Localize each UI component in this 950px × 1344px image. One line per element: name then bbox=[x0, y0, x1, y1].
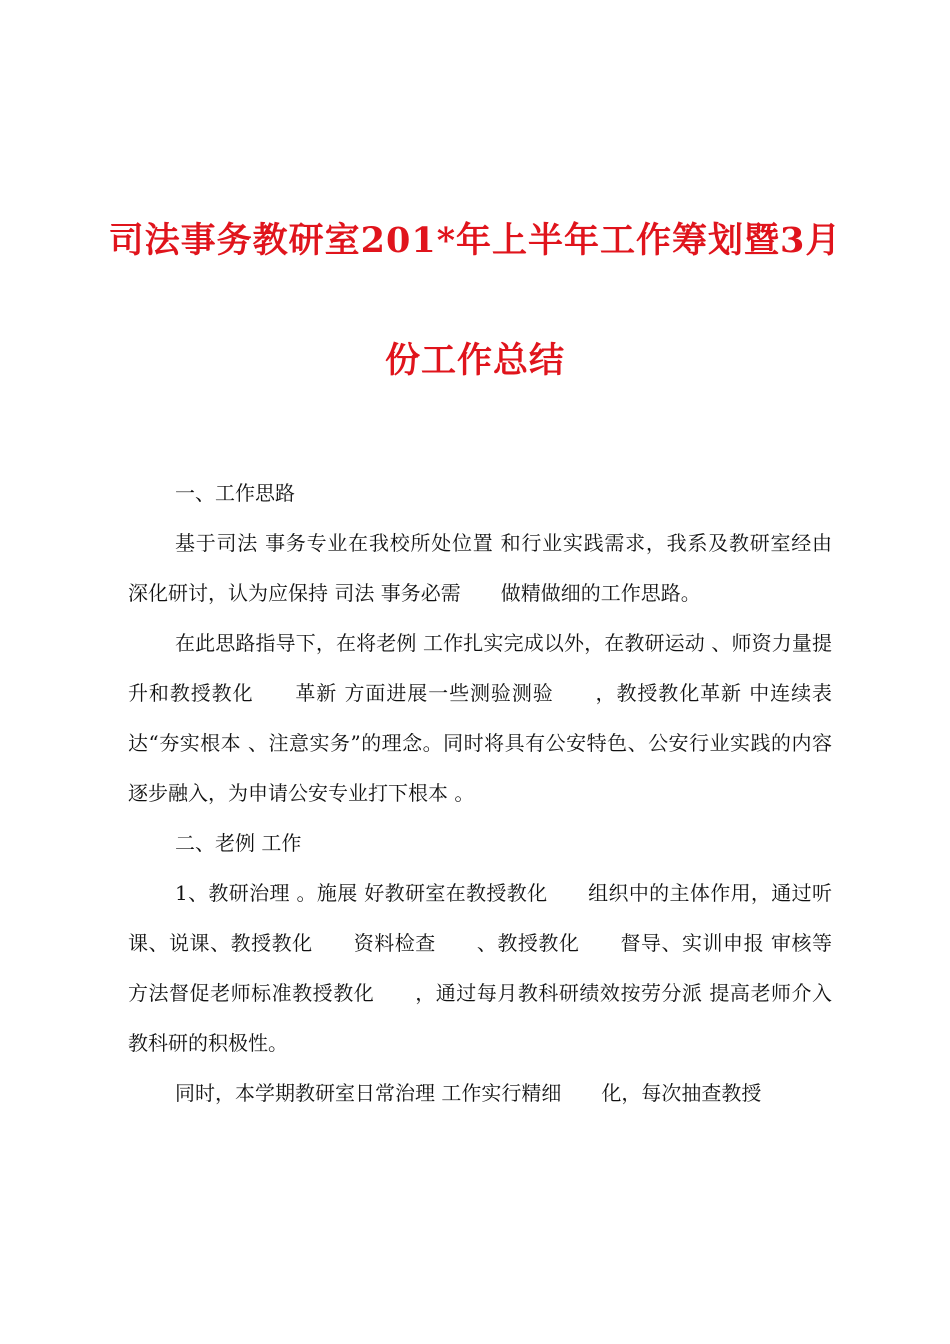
section-heading-work-approach: 一、工作思路 bbox=[175, 481, 295, 505]
document-title-line-2: 份工作总结 bbox=[384, 340, 565, 381]
document-body bbox=[128, 468, 832, 1118]
paragraph-routine-2: 同时，本学期教研室日常治理 工作实行精细 化，每次抽查教授 bbox=[175, 1081, 762, 1105]
paragraph-routine-1: 1、教研治理 。施展 好教研室在教授教化 组织中的主体作用，通过听课、说课、教授教化 资料检查 、教授教化 督导、实训申报 审核等方法督促老师标准教授教化 ，通过每月教科研绩效按劳分派 提高老师介入 教科研的积极性。 bbox=[128, 881, 832, 1055]
section-heading-routine-work: 二、老例 工作 bbox=[175, 831, 302, 855]
paragraph-approach-1: 基于司法 事务专业在我校所处位置 和行业实践需求，我系及教研室经由 深化研讨，认为应保持 司法 事务必需 做精做细的工作思路。 bbox=[128, 531, 832, 605]
paragraph-approach-2: 在此思路指导下，在将老例 工作扎实完成以外，在教研运动 、师资力量提升和教授教化 革新 方面进展一些测验测验 ，教授教化革新 中连续表达“夯实根本 、注意实务”的理念。同时将具有公安特色、公安行业实践的内容逐步融入，为申请公安专业打下根本 。 bbox=[128, 631, 832, 805]
document-title-line-1: 司法事务教研室201*年上半年工作筹划暨3月 bbox=[108, 220, 842, 261]
